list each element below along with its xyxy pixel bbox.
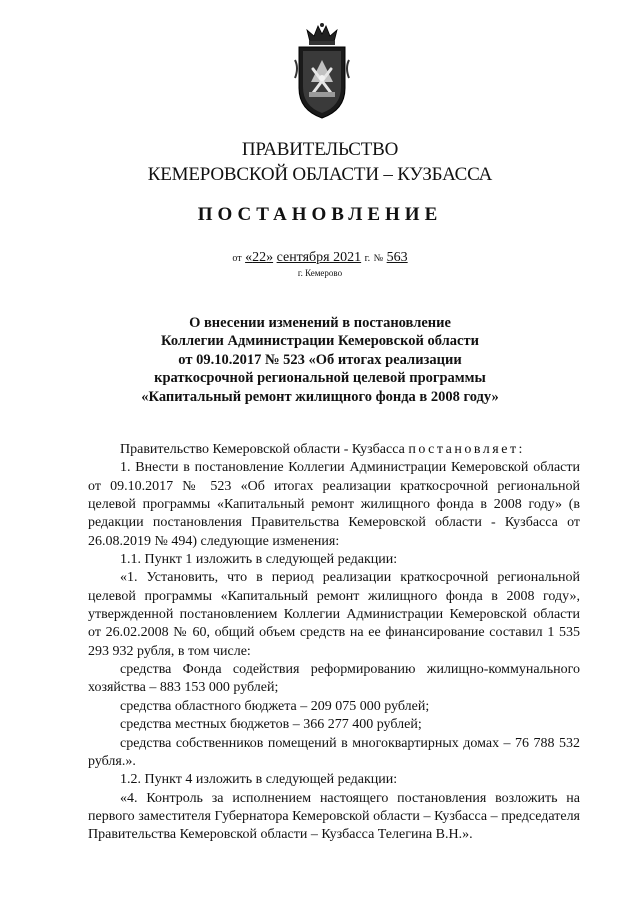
body-paragraph-4: средства Фонда содействия реформированию жилищно-коммунального хозяйства – 883 153 000 рублей; [88,662,580,696]
date-month-year: сентября 2021 [276,250,362,265]
date-open-quote: « [245,250,253,265]
government-name-line1: ПРАВИТЕЛЬСТВО [241,139,399,160]
body-paragraph-9: «4. Контроль за исполнением настоящего постановления возложить на первого заместителя Губернатора Кемеровской области – Кузбасса – председателя Правительства Кемеровской области – Кузбасса Телегина В.Н.». [88,790,580,843]
body-paragraph-2: 1.1. Пункт 1 изложить в следующей редакции: [120,552,398,568]
heading-line4: краткосрочной региональной целевой программы [154,370,486,387]
date-year-suffix: г. [364,253,371,264]
body-paragraph-6: средства местных бюджетов – 366 277 400 рублей; [120,717,422,733]
document-heading [100,314,540,406]
document-type-title: ПОСТАНОВЛЕНИЕ [197,204,443,225]
date-day: 22 [252,250,267,265]
kemerovo-coat-of-arms-icon [293,22,351,120]
document-number: 563 [386,250,408,265]
heading-line5: «Капитальный ремонт жилищного фонда в 2008 году» [141,388,499,405]
preamble-paragraph [88,441,580,459]
government-name-line2: КЕМЕРОВСКОЙ ОБЛАСТИ – КУЗБАССА [147,164,493,185]
date-number-line [0,249,640,268]
date-from-label: от [232,253,242,264]
heading-line1: О внесении изменений в постановление [189,315,451,331]
date-close-quote: » [266,250,274,265]
heading-line2: Коллегии Администрации Кемеровской области [161,333,479,350]
decree-verb: постановляет: [408,442,525,457]
body-paragraph-1: 1. Внести в постановление Коллегии Администрации Кемеровской области от 09.10.2017 № 523 «Об итогах реализации краткосрочной региональной целевой программы «Капитальный ремонт жилищного фонда в 2008 году» (в редакции постановления Правительства Кемеровской области - Кузбасса от 26.08.2019 № 494) следующие изменения: [88,460,580,549]
body-paragraph-3: «1. Установить, что в период реализации краткосрочной региональной целевой программы «Капитальный ремонт жилищного фонда в 2008 году», утвержденной постановлением Коллегии Администрации Кемеровской области от 26.02.2008 № 60, общий объем средств на ее финансирование составил 1 535 293 932 рубля, в том числе: [88,570,580,659]
document-body [88,441,580,845]
body-paragraph-8: 1.2. Пункт 4 изложить в следующей редакции: [120,772,398,788]
number-sign: № [373,253,384,264]
heading-line3: от 09.10.2017 № 523 «Об итогах реализации [178,351,462,368]
body-paragraph-7: средства собственников помещений в многоквартирных домах – 76 788 532 рубля.». [88,735,580,769]
preamble-text: Правительство Кемеровской области - Кузбасса [120,442,405,457]
place-of-issue: г. Кемерово [297,268,343,278]
body-paragraph-5: средства областного бюджета – 209 075 000 рублей; [120,698,430,714]
